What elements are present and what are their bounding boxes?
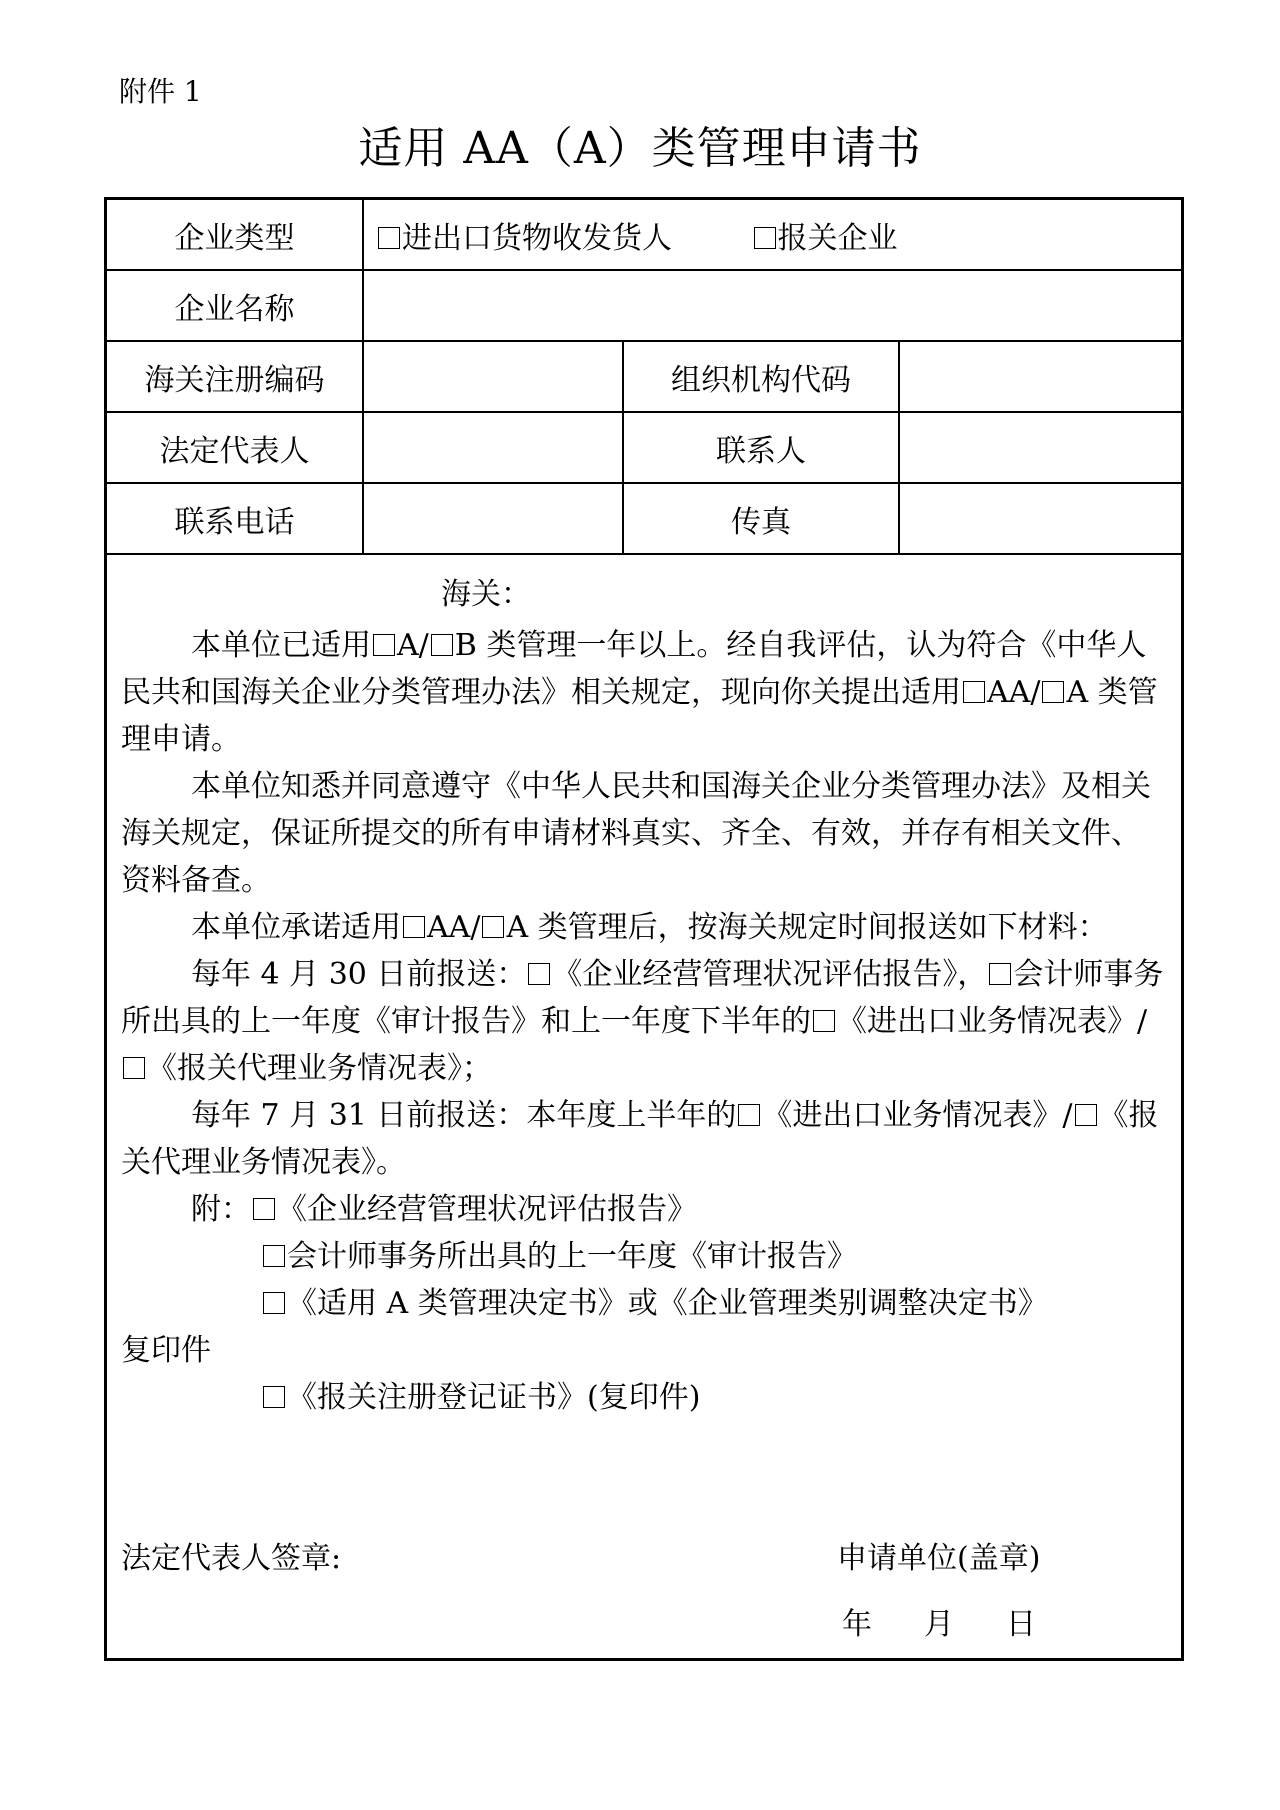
checkbox-icon[interactable]: [378, 227, 400, 249]
table-row: [107, 483, 1181, 554]
table-row: [107, 270, 1181, 341]
phone-field[interactable]: [363, 483, 623, 554]
enterprise-type-options: [363, 200, 1181, 270]
month-label: 月: [924, 1607, 954, 1642]
checkbox-icon[interactable]: [263, 1245, 285, 1267]
checkbox-icon[interactable]: [963, 681, 985, 703]
fax-label: 传真: [623, 483, 899, 554]
phone-label: 联系电话: [107, 483, 363, 554]
checkbox-icon[interactable]: [263, 1386, 285, 1408]
application-letter: [107, 555, 1181, 1421]
checkbox-icon[interactable]: [754, 227, 776, 249]
customs-code-field[interactable]: [363, 341, 623, 412]
checkbox-icon[interactable]: [403, 916, 425, 938]
checkbox-icon[interactable]: [1075, 1104, 1097, 1126]
legal-rep-signature-label: 法定代表人签章:: [121, 1541, 342, 1576]
day-label: 日: [1006, 1607, 1036, 1642]
contact-label: 联系人: [623, 412, 899, 483]
enterprise-name-label: 企业名称: [107, 270, 363, 341]
page-title: 适用 AA（A）类管理申请书: [358, 123, 922, 174]
table-row: [107, 412, 1181, 483]
enterprise-info-table: [107, 200, 1181, 555]
paragraph-1: 本单位已适用 A/ B 类管理一年以上。经自我评估，认为符合《中华人民共和国海关企业分类管理办法》相关规定，现向你关提出适用 AA/ A 类管理申请。: [121, 628, 1158, 757]
option-consignor[interactable]: 进出口货物收发货人: [376, 213, 672, 257]
checkbox-icon[interactable]: [528, 963, 550, 985]
attachment-item-4: 《报关注册登记证书》(复印件): [121, 1374, 1167, 1421]
table-row: [107, 200, 1181, 270]
checkbox-icon[interactable]: [123, 1057, 145, 1079]
enterprise-type-label: 企业类型: [107, 200, 363, 270]
greeting: 海关：: [441, 577, 531, 612]
checkbox-icon[interactable]: [263, 1292, 285, 1314]
year-label: 年: [842, 1607, 872, 1642]
fax-field[interactable]: [899, 483, 1181, 554]
checkbox-icon[interactable]: [738, 1104, 760, 1126]
org-code-field[interactable]: [899, 341, 1181, 412]
application-form: [104, 197, 1184, 1661]
attachment-item-1: 附： 《企业经营管理状况评估报告》: [191, 1192, 697, 1227]
legal-rep-label: 法定代表人: [107, 412, 363, 483]
paragraph-5: 每年 7 月 31 日前报送：本年度上半年的 《进出口业务情况表》/ 《报关代理业务情况表》。: [121, 1098, 1159, 1180]
checkbox-icon[interactable]: [1042, 681, 1064, 703]
applicant-unit-seal-label: 申请单位(盖章): [837, 1541, 1041, 1576]
attachment-item-3: 《适用 A 类管理决定书》或《企业管理类别调整决定书》: [121, 1280, 1167, 1327]
attachment-item-2: 会计师事务所出具的上一年度《审计报告》: [121, 1233, 1167, 1280]
org-code-label: 组织机构代码: [623, 341, 899, 412]
enterprise-name-field[interactable]: [363, 270, 1181, 341]
checkbox-icon[interactable]: [431, 634, 453, 656]
legal-rep-field[interactable]: [363, 412, 623, 483]
paragraph-3: 本单位承诺适用 AA/ A 类管理后，按海关规定时间报送如下材料：: [191, 910, 1108, 945]
checkbox-icon[interactable]: [989, 963, 1011, 985]
attachment-item-3-continued: 复印件: [121, 1333, 211, 1368]
attachment-label: 附件 1: [119, 75, 202, 108]
checkbox-icon[interactable]: [373, 634, 395, 656]
checkbox-icon[interactable]: [813, 1010, 835, 1032]
customs-code-label: 海关注册编码: [107, 341, 363, 412]
checkbox-icon[interactable]: [253, 1198, 275, 1220]
paragraph-2: 本单位知悉并同意遵守《中华人民共和国海关企业分类管理办法》及相关海关规定，保证所提交的所有申请材料真实、齐全、有效，并存有相关文件、资料备查。: [121, 769, 1151, 898]
date-line: [842, 1599, 1088, 1643]
table-row: [107, 341, 1181, 412]
contact-field[interactable]: [899, 412, 1181, 483]
paragraph-4: 每年 4 月 30 日前报送： 《企业经营管理状况评估报告》， 会计师事务所出具的上一年度《审计报告》和上一年度下半年的 《进出口业务情况表》/《报关代理业务情况表》；: [121, 957, 1164, 1086]
option-customs-broker[interactable]: 报关企业: [752, 213, 898, 257]
checkbox-icon[interactable]: [482, 916, 504, 938]
